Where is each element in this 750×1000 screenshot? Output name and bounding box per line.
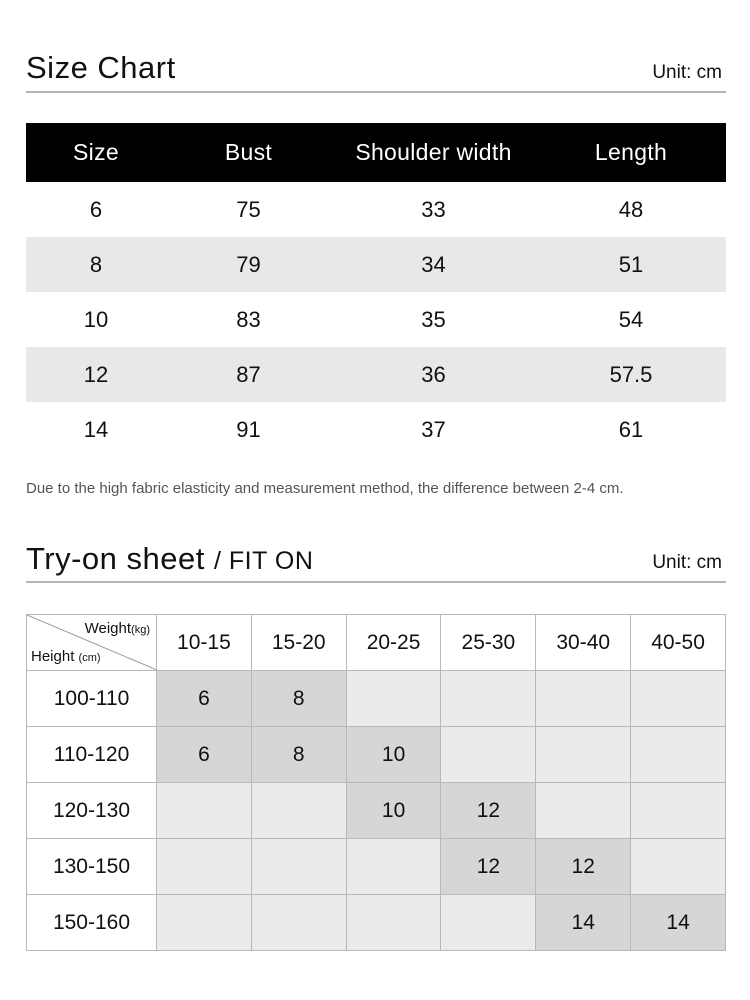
- cell-shoulder-width: 35: [421, 306, 446, 332]
- header-size: Size: [73, 139, 119, 165]
- fit-cell: 10: [346, 783, 441, 839]
- height-axis-label: Height (cm): [31, 648, 101, 665]
- fit-cell: [157, 895, 252, 951]
- table-row: [27, 895, 726, 951]
- weight-col-header: 15-20: [251, 615, 346, 671]
- height-row-header: 100-110: [27, 671, 157, 727]
- cell-shoulder-width: 36: [421, 361, 446, 387]
- cell-length: 57.5: [609, 361, 653, 387]
- table-row: [27, 671, 726, 727]
- fit-on-title-sub: / FIT ON: [214, 547, 314, 575]
- fit-cell: 12: [441, 839, 536, 895]
- cell-size: 10: [83, 306, 109, 332]
- height-row-header: 130-150: [27, 839, 157, 895]
- fit-cell: 12: [536, 839, 631, 895]
- fit-cell: [631, 839, 726, 895]
- fit-cell: [631, 671, 726, 727]
- fit-cell: 6: [157, 727, 252, 783]
- cell-bust: 91: [236, 416, 261, 442]
- cell-size: 6: [89, 196, 103, 222]
- cell-shoulder-width: 33: [421, 196, 446, 222]
- cell-size: 12: [83, 361, 109, 387]
- size-chart-unit: Unit: cm: [652, 62, 722, 83]
- cell-bust: 79: [236, 251, 261, 277]
- fit-cell: [441, 671, 536, 727]
- table-row: [27, 727, 726, 783]
- fit-cell: [441, 895, 536, 951]
- fit-cell: 8: [251, 671, 346, 727]
- cell-bust: 83: [236, 306, 261, 332]
- fit-cell: 8: [251, 727, 346, 783]
- table-row: [27, 783, 726, 839]
- height-row-header: 150-160: [27, 895, 157, 951]
- weight-col-header: 25-30: [441, 615, 536, 671]
- fit-cell: [536, 783, 631, 839]
- fit-on-title-main: Try-on sheet: [26, 541, 205, 576]
- fit-cell: [251, 839, 346, 895]
- cell-shoulder-width: 37: [421, 416, 446, 442]
- cell-length: 61: [618, 416, 644, 442]
- fit-cell: [251, 783, 346, 839]
- fit-cell: [536, 727, 631, 783]
- table-row: [27, 839, 726, 895]
- fit-cell: 10: [346, 727, 441, 783]
- size-chart-divider: [26, 91, 726, 93]
- cell-size: 8: [89, 251, 103, 277]
- fit-cell: [631, 783, 726, 839]
- table-row: [26, 182, 726, 237]
- fit-on-divider: [26, 581, 726, 583]
- size-chart-title: Size Chart: [26, 50, 176, 85]
- fit-cell: [631, 727, 726, 783]
- fit-cell: 14: [536, 895, 631, 951]
- fit-cell: [346, 671, 441, 727]
- cell-bust: 75: [236, 196, 261, 222]
- weight-axis-label: Weight(kg): [84, 620, 150, 637]
- fit-cell: [441, 727, 536, 783]
- fit-on-title: [26, 541, 313, 577]
- weight-col-header: 40-50: [631, 615, 726, 671]
- weight-col-header: 10-15: [157, 615, 252, 671]
- corner-header: [27, 615, 157, 671]
- header-length: Length: [594, 139, 668, 165]
- height-row-header: 110-120: [27, 727, 157, 783]
- cell-length: 54: [618, 306, 644, 332]
- fit-on-unit: Unit: cm: [652, 552, 722, 573]
- fit-cell: [346, 839, 441, 895]
- measurement-note: Due to the high fabric elasticity and measurement method, the difference between 2-4 cm.: [26, 480, 624, 497]
- weight-col-header: 20-25: [346, 615, 441, 671]
- weight-col-header: 30-40: [536, 615, 631, 671]
- cell-bust: 87: [236, 361, 261, 387]
- height-row-header: 120-130: [27, 783, 157, 839]
- table-row: [26, 347, 726, 402]
- fit-cell: 6: [157, 671, 252, 727]
- table-row: [26, 292, 726, 347]
- header-bust: Bust: [224, 139, 273, 165]
- fit-on-header-row: [27, 615, 726, 671]
- table-row: [26, 402, 726, 457]
- fit-cell: 14: [631, 895, 726, 951]
- table-row: [26, 237, 726, 292]
- cell-size: 14: [83, 416, 109, 442]
- header-shoulder-width: Shoulder width: [355, 139, 512, 165]
- cell-length: 51: [618, 251, 644, 277]
- size-chart-table: [26, 123, 726, 457]
- cell-shoulder-width: 34: [421, 251, 446, 277]
- fit-cell: [251, 895, 346, 951]
- size-chart-header-row: [26, 123, 726, 182]
- fit-cell: [157, 783, 252, 839]
- fit-cell: [157, 839, 252, 895]
- fit-on-table: [26, 614, 726, 951]
- fit-cell: [346, 895, 441, 951]
- fit-cell: [536, 671, 631, 727]
- cell-length: 48: [618, 196, 644, 222]
- fit-cell: 12: [441, 783, 536, 839]
